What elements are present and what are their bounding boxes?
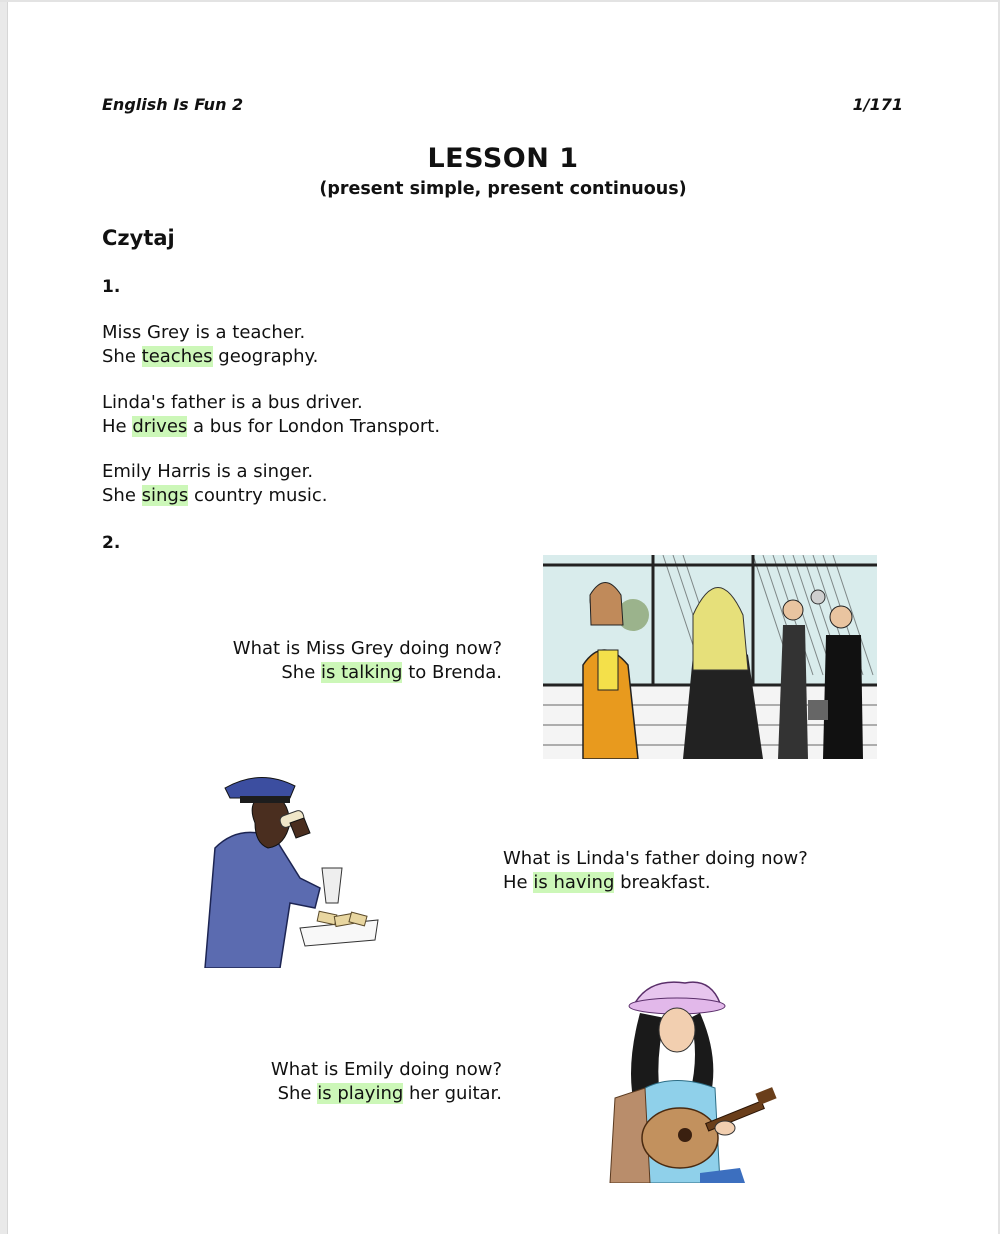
- exercise-1-item: [102, 321, 318, 368]
- dialogue-emily: [271, 1058, 502, 1105]
- page-number: 1/171: [852, 95, 903, 114]
- highlighted-verb: drives: [132, 415, 188, 437]
- exercise-1-item: [102, 460, 327, 507]
- lesson-title: LESSON 1: [427, 143, 579, 174]
- exercise-1-number: 1.: [102, 277, 121, 297]
- item-sentence-with-verb: She sings country music.: [102, 484, 328, 506]
- cowgirl-guitar-illustration: [605, 978, 780, 1183]
- item-sentence: Miss Grey is a teacher.: [102, 322, 306, 343]
- item-sentence-with-verb: She teaches geography.: [102, 345, 319, 367]
- item-sentence: Linda's father is a bus driver.: [102, 392, 363, 413]
- page-frame-top: [0, 0, 1000, 2]
- highlighted-verb: sings: [141, 484, 189, 506]
- highlighted-verb: is playing: [317, 1082, 404, 1104]
- exercise-1-item: [102, 391, 440, 438]
- dialogue-answer: He is having breakfast.: [503, 871, 711, 893]
- lesson-subtitle: (present simple, present continuous): [319, 179, 687, 199]
- dialogue-answer: She is playing her guitar.: [277, 1082, 502, 1104]
- section-title: Czytaj: [102, 226, 175, 250]
- exercise-2-number: 2.: [102, 533, 121, 553]
- item-sentence: Emily Harris is a singer.: [102, 461, 314, 482]
- dialogue-answer: She is talking to Brenda.: [281, 661, 502, 683]
- dialogue-question: What is Linda's father doing now?: [503, 848, 808, 869]
- dialogue-question: What is Emily doing now?: [270, 1059, 502, 1080]
- dialogue-question: What is Miss Grey doing now?: [232, 638, 502, 659]
- highlighted-verb: teaches: [141, 345, 213, 367]
- school-corridor-illustration: [543, 555, 877, 759]
- highlighted-verb: is talking: [321, 661, 403, 683]
- bus-driver-eating-illustration: [200, 768, 380, 968]
- dialogue-miss-grey: [233, 637, 502, 684]
- item-sentence-with-verb: He drives a bus for London Transport.: [102, 415, 441, 437]
- book-title: English Is Fun 2: [102, 95, 244, 114]
- dialogue-linda-father: [503, 847, 808, 894]
- highlighted-verb: is having: [533, 871, 615, 893]
